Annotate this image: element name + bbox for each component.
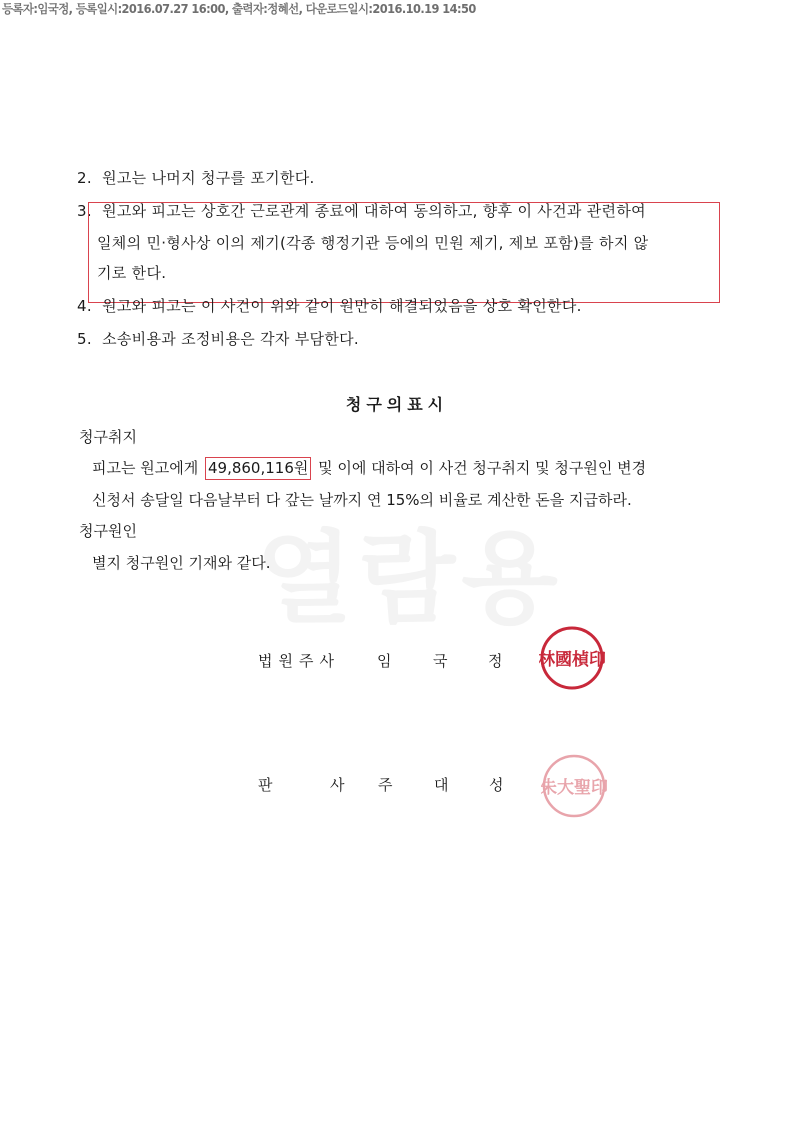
claim-purpose-line-1: [92, 457, 646, 480]
judge-seal-text: 朱大聖印: [541, 778, 607, 798]
judge-title-char: 판: [258, 776, 273, 794]
clause-text: 원고와 피고는 상호간 근로관계 종료에 대하여 동의하고, 향후 이 사건과 관련하여: [102, 202, 646, 220]
clause-number: 5.: [77, 330, 92, 348]
claim-amount-highlight: [205, 457, 311, 480]
clerk-name-char: 임: [377, 652, 392, 670]
clause-text: 소송비용과 조정비용은 각자 부담한다.: [102, 330, 359, 348]
clause-number: 3.: [77, 202, 92, 220]
clerk-seal: [539, 625, 605, 695]
claim-section-title: 청구의표시: [345, 395, 449, 414]
clause-number: 2.: [77, 169, 92, 187]
claim-purpose-suffix: 및 이에 대하여 이 사건 청구취지 및 청구원인 변경: [318, 459, 647, 477]
judge-name-char: 주: [378, 776, 393, 794]
clause-text: 원고와 피고는 이 사건이 위와 같이 원만히 해결되었음을 상호 확인한다.: [102, 297, 582, 315]
claim-purpose-prefix: 피고는 원고에게: [92, 459, 199, 477]
claim-cause-line: 별지 청구원인 기재와 같다.: [92, 554, 271, 572]
clerk-name-char: 국: [433, 652, 448, 670]
clause-3-line-3: 기로 한다.: [97, 264, 167, 282]
clerk-seal-text: 林國楨印: [539, 650, 605, 670]
judge-name-char: 성: [489, 776, 504, 794]
clause-3-line-2: 일체의 민·형사상 이의 제기(각종 행정기관 등에의 민원 제기, 제보 포함)를 하지 않: [97, 234, 649, 252]
claim-purpose-line-2: 신청서 송달일 다음날부터 다 갚는 날까지 연 15%의 비율로 계산한 돈을 지급하라.: [92, 491, 632, 509]
judge-name-char: 대: [434, 776, 449, 794]
clause-text: 원고는 나머지 청구를 포기한다.: [102, 169, 315, 187]
judge-seal: [541, 753, 607, 823]
claim-purpose-heading: 청구취지: [79, 428, 137, 446]
clause-4: [77, 296, 582, 317]
clause-2: [77, 168, 315, 189]
claim-cause-heading: 청구원인: [79, 522, 137, 540]
clause-3-highlight-box: [88, 202, 720, 303]
clause-number: 4.: [77, 297, 92, 315]
claim-amount: 49,860,116원: [207, 459, 309, 477]
clause-5: [77, 329, 359, 350]
clerk-title: 법원주사: [258, 652, 340, 670]
judge-title-char: 사: [330, 776, 345, 794]
document-download-header: 등록자:임국정, 등록일시:2016.07.27 16:00, 출력자:정혜선, 다운로드일시:2016.10.19 14:50: [2, 2, 476, 16]
watermark: 열람용: [256, 520, 564, 637]
clerk-name-char: 정: [488, 652, 503, 670]
